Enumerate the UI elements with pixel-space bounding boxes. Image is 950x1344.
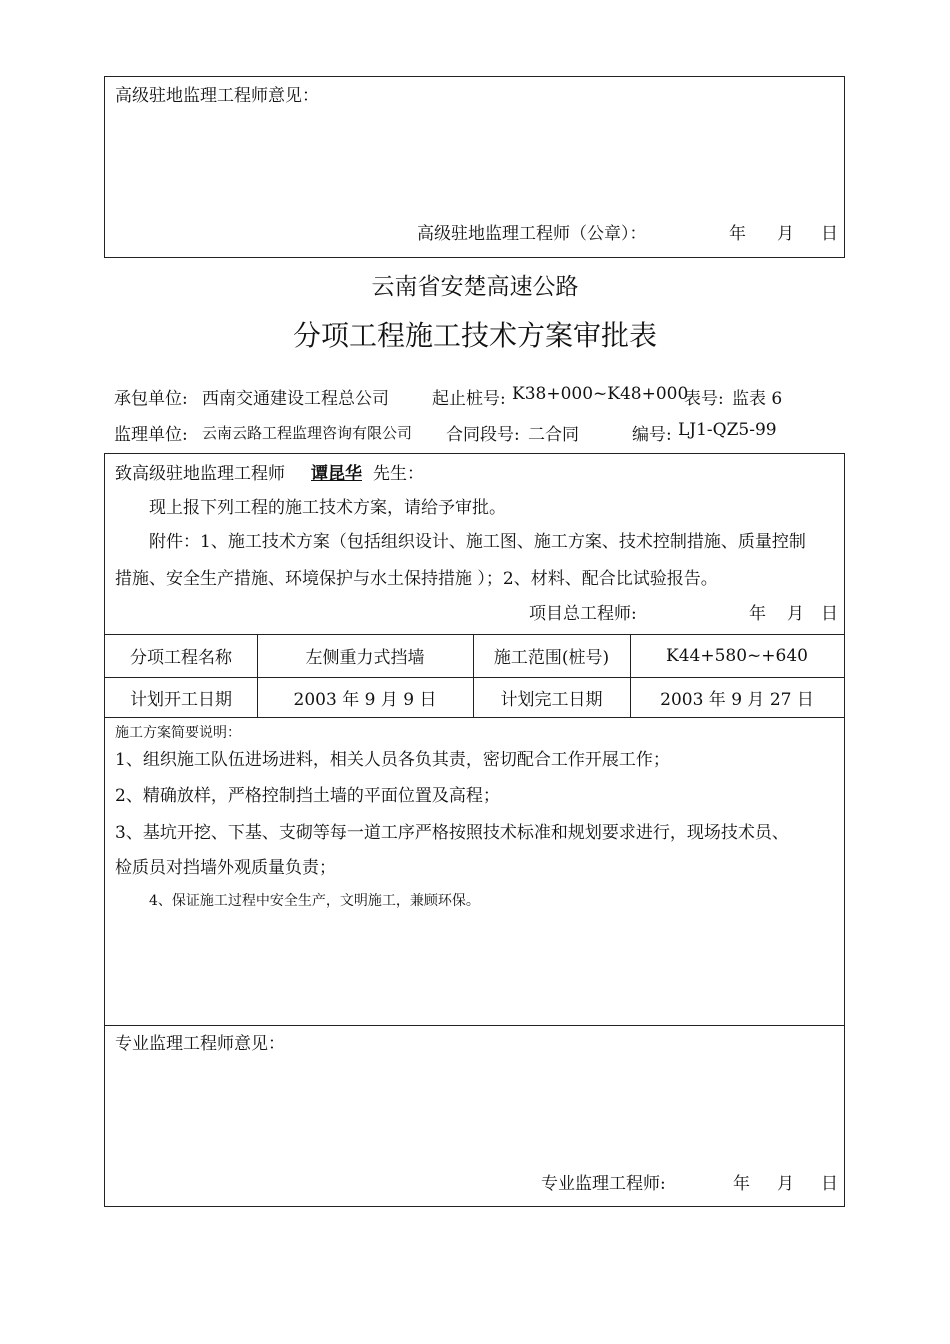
senior-year-label: 年 [729, 224, 746, 244]
contract-label: 合同段号: [446, 425, 520, 445]
station-label: 起止桩号: [432, 389, 506, 409]
code-value: LJ1-QZ5-99 [678, 420, 777, 440]
plan-item-4: 4、保证施工过程中安全生产，文明施工，兼顾环保。 [149, 893, 480, 909]
attachment-line-1: 附件：1、施工技术方案（包括组织设计、施工图、施工方案、技术控制措施、质量控制 [149, 532, 806, 552]
specialist-divider-line [105, 1025, 844, 1026]
senior-month-label: 月 [777, 224, 794, 244]
plan-item-2: 2、精确放样，严格控制挡土墙的平面位置及高程； [115, 786, 500, 806]
contract-value: 二合同 [528, 425, 579, 445]
contractor-label: 承包单位: [114, 389, 188, 409]
greeting-suffix: 先生： [373, 464, 424, 484]
specialist-month-label: 月 [777, 1174, 794, 1194]
specialist-sign-label: 专业监理工程师: [541, 1174, 666, 1194]
specialist-day-label: 日 [821, 1174, 838, 1194]
planned-start-value: 2003 年 9 月 9 日 [293, 689, 437, 710]
specialist-year-label: 年 [733, 1174, 750, 1194]
request-line-1: 现上报下列工程的施工技术方案，请给予审批。 [149, 498, 506, 518]
document-subtitle: 云南省安楚高速公路 [371, 274, 579, 300]
approval-form [104, 453, 845, 1207]
form-label: 表号: [684, 389, 724, 409]
station-value: K38+000~K48+000 [512, 384, 689, 404]
senior-day-label: 日 [821, 224, 838, 244]
planned-start-label: 计划开工日期 [130, 689, 232, 710]
planned-finish-label: 计划完工日期 [500, 689, 603, 710]
supervisor-label: 监理单位: [114, 425, 188, 445]
plan-heading: 施工方案简要说明： [115, 725, 241, 741]
document-title: 分项工程施工技术方案审批表 [292, 319, 657, 352]
senior-sign-label: 高级驻地监理工程师（公章）： [417, 224, 647, 244]
contractor-value: 西南交通建设工程总公司 [202, 389, 389, 409]
plan-item-3-continued: 检质员对挡墙外观质量负责； [115, 858, 336, 878]
engineer-name-signature: 谭昆华 [311, 464, 362, 484]
item-name-value: 左侧重力式挡墙 [305, 648, 425, 668]
senior-opinion-label: 高级驻地监理工程师意见： [115, 86, 319, 106]
chief-day-label: 日 [821, 604, 838, 624]
greeting-prefix: 致高级驻地监理工程师 [115, 464, 285, 484]
planned-finish-value: 2003 年 9 月 27 日 [660, 689, 814, 710]
chief-month-label: 月 [787, 604, 804, 624]
chief-engineer-sign-label: 项目总工程师: [529, 604, 637, 624]
item-name-label: 分项工程名称 [130, 648, 232, 668]
construction-range-value: K44+580~+640 [666, 645, 808, 666]
plan-item-1: 1、组织施工队伍进场进料，相关人员各负其责，密切配合工作开展工作； [115, 750, 670, 770]
specialist-opinion-label: 专业监理工程师意见： [115, 1034, 285, 1054]
table-bottom-line [105, 717, 844, 718]
plan-item-3: 3、基坑开挖、下基、支砌等每一道工序严格按照技术标准和规划要求进行，现场技术员、 [115, 823, 789, 843]
senior-engineer-opinion-box [104, 76, 845, 258]
chief-year-label: 年 [749, 604, 766, 624]
construction-range-label: 施工范围(桩号) [493, 648, 610, 668]
form-value: 监表 6 [732, 389, 783, 409]
supervisor-value: 云南云路工程监理咨询有限公司 [202, 424, 413, 442]
attachment-line-2: 措施、安全生产措施、环境保护与水土保持措施 ）；2、材料、配合比试验报告。 [115, 569, 718, 589]
code-label: 编号: [632, 425, 672, 445]
